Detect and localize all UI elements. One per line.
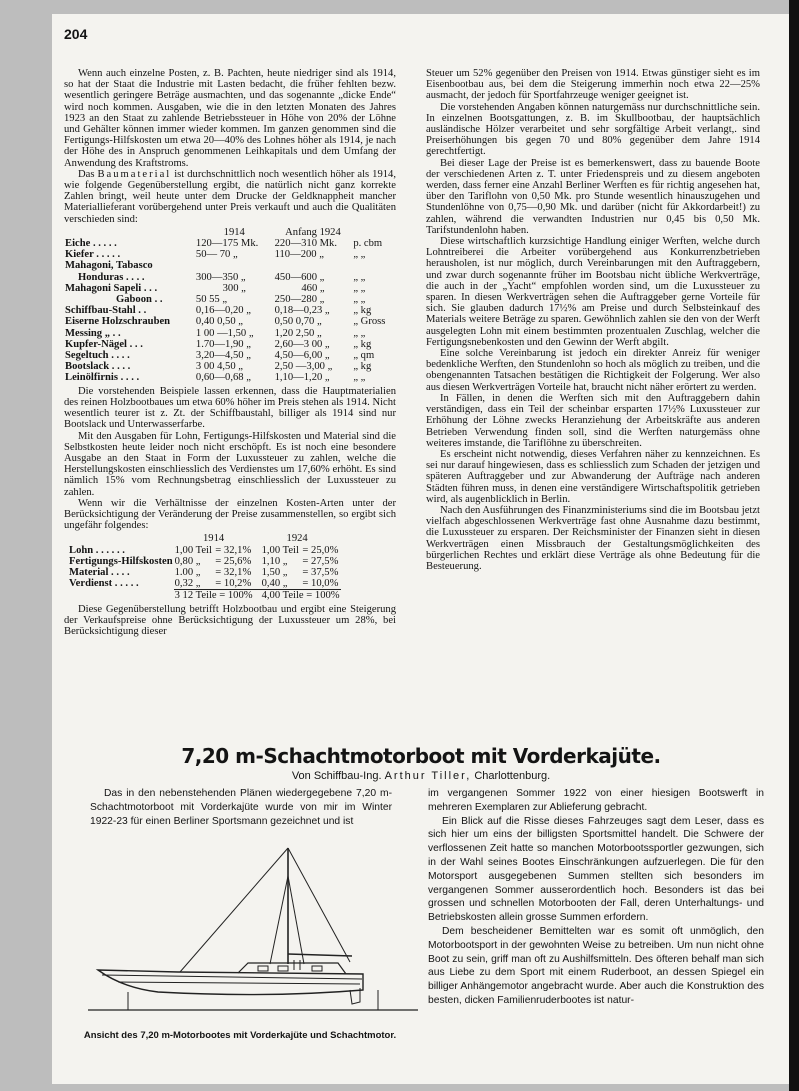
table-row: Leinölfirnis . . . . 0,60—0,68 „ 1,10—1,20 „ „ „ [65, 372, 366, 384]
boat-drawing [88, 842, 418, 1024]
magazine-page [52, 14, 790, 1084]
paragraph: Es erscheint nicht notwendig, dieses Verfahren näher zu kennzeichnen. Es sei nur darauf hingewiesen, dass es schliesslich zum Schaden der jetzigen und späteren Auftraggeber und zur Abwanderung der Aufträge nach anderen Städten führen muss, in denen eine verständigere Wirtschaftspolitik getrieben wird, als augenblicklich in Berlin. [426, 448, 760, 505]
scan-edge [789, 0, 799, 1091]
article-byline: Von Schiffbau-Ing. Arthur Tiller, Charlottenburg. [291, 770, 551, 782]
paragraph: Ein Blick auf die Risse dieses Fahrzeuges sagt dem Leser, dass es sich hier um eins der billigsten Sportsmittel handelt. Die Schwere der verflossenen Zeit hatte so manchen Motorbootssportler gezwungen, sich in der Wahl seines Bootes Einschränkungen aufzuerlegen. Die für den Motorsport ausgegebenen Summen stellten sich besonders im vergangenen Sommer ausserordentlich hoch. Besonders ist das bei grossen und schnellen Motorbooten der Fall, deren Unterhaltungs- und Betriebskosten allein grosse Summen erfordern. [428, 815, 764, 924]
paragraph: Wenn wir die Verhältnisse der einzelnen Kosten-Arten unter der Berücksichtigung der Veränderung der Preise zusammenstellen, so ergibt sich ungefähr folgendes: [64, 497, 396, 532]
paragraph: Eine solche Vereinbarung ist jedoch ein direkter Anreiz für weniger bedenkliche Werften, den Stundenlohn so hoch als möglich zu treiben, und die obengenannten Tatsachen bestätigen die Richtigkeit der Folgerung. Wer also aus diesen Werkverträgen Vorteile hat, braucht nicht näher erörtert zu werden. [426, 348, 760, 393]
table-row: Bootslack . . . . 3 00 4,50 „ 2,50 —3,00 „ „ kg [65, 361, 372, 373]
paragraph: Mit den Ausgaben für Lohn, Fertigungs-Hilfskosten und Material sind die Selbstkosten heute leider noch nicht erschöpft. Es ist noch eine besondere Ausgabe an den Staat in Form der Luxussteuer zu zahlen, welche die Herstellungskosten einschliesslich des Verdienstes um 17,60% erhöht. Es sind nämlich 15% vom Rechnungsbetrag einschliesslich der Luxussteuer zu zahlen. [64, 430, 396, 498]
table-row: Messing „ . . 1 00 —1,50 „ 1,20 2,50 „ „ „ [65, 327, 366, 339]
paragraph: Diese Gegenüberstellung betrifft Holzbootbau und ergibt eine Steigerung der Verkaufspreise ohne Berücksichtigung der Luxussteuer um 28%, bei Berücksichtigung dieser [64, 603, 396, 637]
article-left-column [90, 787, 392, 828]
paragraph: Das Baumaterial ist durchschnittlich noch wesentlich höher als 1914, wie folgende Gegenüberstellung ergibt, die natürlich nicht ganz korrekte Zahlen bringt, weil heute unter dem Drucke der Geldknappheit mancher Materiallieferant vorübergehend unter Preis verkauft und auch die Qualitäten verschieden sind: [64, 168, 396, 225]
paragraph: Steuer um 52% gegenüber den Preisen von 1914. Etwas günstiger sieht es im Eisenbootbau aus, bei dem die Steigerung immerhin noch etwa 22—25% ausmacht, der jedoch für Sportfahrzeuge weniger geeignet ist. [426, 68, 760, 102]
paragraph: Das in den nebenstehenden Plänen wiedergegebene 7,20 m-Schachtmotorboot mit Vorderkajüte wurde von mir im Winter 1922-23 für einen Berliner Sportsmann gezeichnet und ist [90, 788, 392, 827]
table-row: Eiche . . . . . 120—175 Mk. 220—310 Mk. p. cbm [65, 238, 383, 250]
paragraph: Nach den Ausführungen des Finanzministeriums sind die im Bootsbau jetzt vielfach abgeschlossenen Werkverträge fast ohne Ausnahme dazu bestimmt, die Luxussteuer zu ersparen. Der Reichsminister der Finanzen sieht in diesen Werkverträgen einen Missbrauch der Gestaltungsmöglichkeiten des bürgerlichen Rechtes und erklärt diese Verträge als ohne Bedeutung für die Besteuerung. [426, 504, 760, 572]
table-row: Schiffbau-Stahl . . 0,16—0,20 „ 0,18—0,23 „ „ kg [65, 305, 372, 317]
paragraph: Wenn auch einzelne Posten, z. B. Pachten, heute niedriger sind als 1914, so hat der Staat die Industrie mit Lasten bedacht, die früher fehlten bezw. wesentlich geringere Beträge ausmachten, und das sogenannte „dicke Ende“ wird noch kommen. Ausgaben, wie die in den letzten Monaten des Jahres 1923 an den Staat zu zahlende Betriebssteuer in Höhe von 20% der Löhne und Gehälter können immer wieder kommen. Im ganzen genommen sind die Fertigungs-Hilfskosten um etwa 20—40% des Lohnes höher als 1914, je nach der Höhe des in Anspruch genommenen Leihkapitals und dem Umfang der Anwendung des Kraftstroms. [64, 68, 396, 169]
paragraph: Dem bescheidener Bemittelten war es somit oft unmöglich, den Motorbootsport in der gewohnten Weise zu betreiben. Um nun nicht ohne Boot zu sein, griff man oft zu Aushilfsmitteln. Des öfteren behalf man sich aus Liebe zu dem Sport mit einem Ruderboot, an dessen Spiegel ein billiger Anhängemotor angebracht wurde. Aber auch die Konstruktion des besten, dicken Familienruderbootes ist natur- [428, 925, 764, 1006]
table-header: 1914 1924 [203, 533, 308, 545]
article-title: 7,20 m-Schachtmotorboot mit Vorderkajüte. [181, 744, 661, 768]
cost-table [68, 533, 341, 601]
article-right-column [428, 787, 764, 1008]
paragraph: Die vorstehenden Angaben können naturgemäss nur durchschnittliche sein. In einzelnen Bootsgattungen, z. B. im Skullbootbau, der hauptsächlich ausländische Hölzer verarbeitet und sehr sorgfältige Arbeit verlangt,. sind Preiserhöhungen bis gegen 70 und 80% gegenüber dem Jahre 1914 gerechtfertigt. [426, 101, 760, 158]
table-row: Eiserne Holzschrauben 0,40 0,50 „ 0,50 0,70 „ „ Gross [65, 316, 386, 328]
page-number: 204 [64, 26, 88, 42]
table-row: Mahagoni, Tabasco [65, 260, 153, 272]
left-column [64, 68, 396, 637]
paragraph: In Fällen, in denen die Werften sich mit den Auftraggebern dahin verständigen, dass ein Teil der scheinbar ersparten 17½% Luxussteuer zur Erhöhung der Löhne zwecks Heranziehung der Arbeitskräfte aus anderen Betrieben Verwendung finden soll, sind die Werften naturgemäss ohne weiteres imstande, die Tariflöhne zu überschreiten. [426, 392, 760, 449]
table-header: 1914 Anfang 1924 [223, 226, 341, 238]
paragraph: Die vorstehenden Beispiele lassen erkennen, dass die Hauptmaterialien des reinen Holzbootbaues um etwa 60% höher im Preis stehen als 1914. Nicht wesentlich teurer ist z. Zt. der Schiffbaustahl, billiger als 1914 sind nur Bootslack und Unterwasserfarbe. [64, 385, 396, 431]
table-row: Kiefer . . . . . 50— 70 „ 110—200 „ „ „ [65, 249, 366, 261]
table-row: Gaboon . . 50 55 „ 250—280 „ „ „ [116, 294, 366, 306]
table-row: Fertigungs-Hilfskosten 0,80 „ = 25,6% 1,10 „ = 27,5% [69, 555, 339, 567]
right-column [426, 68, 760, 572]
table-row: Honduras . . . . 300—350 „ 450—600 „ „ „ [78, 271, 366, 283]
table-row: Verdienst . . . . . 0,32 „ = 10,2% 0,40 „ = 10,0% [68, 578, 341, 590]
table-row: Kupfer-Nägel . . . 1.70—1,90 „ 2,60—3 00 „ „ kg [65, 338, 372, 350]
paragraph: Bei dieser Lage der Preise ist es bemerkenswert, dass zu bauende Boote der verschiedenen Arten z. T. unter Friedenspreis und zu diesem angeboten werden, dass ferner eine Anzahl Berliner Werften es für richtig angesehen hat, über den Tariflohn von 0,50 Mk. pro Stunde wesentlich hinauszugehen und Stundenlöhne von 0,75—0,90 Mk. und darüber (nicht für Akkordarbeit!) zu zahlen, während die verwandten Industrien nur 0,45 bis 0,50 Mk. Tarifstundenlohn haben. [426, 157, 760, 236]
table-row: Mahagoni Sapeli . . . 300 „ 460 „ „ „ [65, 282, 366, 294]
price-table [64, 227, 394, 384]
table-row: Material . . . . 1.00 „ = 32,1% 1,50 „ = 37,5% [69, 566, 339, 578]
table-row: Lohn . . . . . . 1,00 Teil = 32,1% 1,00 Teil = 25,0% [69, 544, 339, 556]
paragraph: Diese wirtschaftlich kurzsichtige Handlung einiger Werften, welche durch Lohntreiberei die Arbeiter vorübergehend aus Konkurrenzbetrieben herausholen, ist nur möglich, durch Vereinbarungen mit den Auftraggebern, und zwar durch sogenannte früher im Bootsbau nicht übliche Werkverträge, die auch in der „Yacht“ empfohlen worden sind, um die Luxussteuer zu sparen. In diesen Werkverträgen sehen die Auftraggeber gerne Vorteile für sich. Sie glauben dadurch 17½% am Preise und durch Selbsteinkauf des Materials weitere Beträge zu sparen. Gewöhnlich zahlen sie den von der Werft ausgelegten Lohn mit einem bestimmten prozentualen Zuschlag, welcher die Fertigungsnebenkosten und den Gewinn der Werft abgilt. [426, 236, 760, 348]
table-row: Segeltuch . . . . 3,20—4,50 „ 4,50—6,00 „ „ qm [65, 350, 375, 362]
table-sum-row: 3 12 Teile = 100% 4,00 Teile = 100% [174, 590, 340, 602]
paragraph: im vergangenen Sommer 1922 von einer hiesigen Bootswerft in mehreren Exemplaren zur Ablieferung gebracht. [428, 788, 764, 813]
figure-caption: Ansicht des 7,20 m-Motorbootes mit Vorderkajüte und Schachtmotor. [83, 1030, 397, 1041]
spaced-word: Baumaterial [97, 168, 172, 180]
